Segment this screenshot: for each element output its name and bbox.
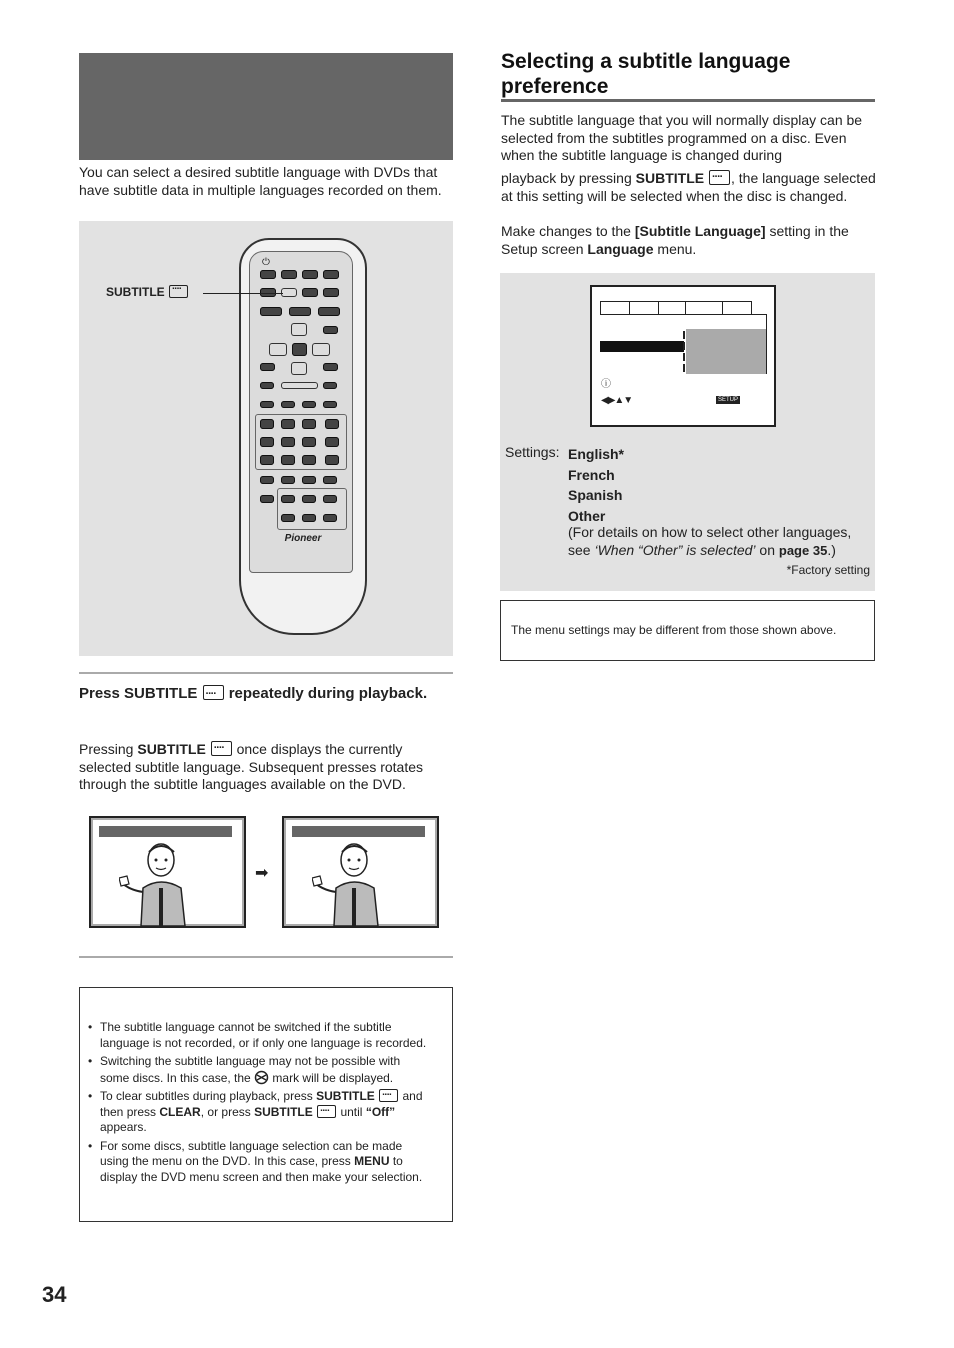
p3-text-b: [Subtitle Language] (634, 223, 766, 239)
remote-button (260, 495, 274, 503)
setup-marker (683, 331, 685, 339)
note-3-text-d: CLEAR (159, 1104, 201, 1119)
remote-dpad-right (312, 343, 330, 356)
setup-highlight-row (600, 341, 684, 352)
transition-arrow: ➡ (255, 865, 269, 882)
remote-button (260, 270, 276, 279)
p3-text-c: setting in the Setup screen (501, 223, 849, 257)
note-4-text-c: to display the DVD menu screen and then make your selection. (100, 1154, 423, 1184)
remote-button (260, 363, 275, 371)
remote-button (289, 307, 311, 316)
remote-number-button (325, 455, 339, 465)
setup-badge: SETUP (718, 397, 739, 403)
factory-setting-note: *Factory setting (786, 563, 870, 577)
setting-english: English* (568, 446, 625, 462)
remote-button (323, 326, 338, 334)
step-text-a: Pressing (79, 741, 134, 757)
nav-arrows-icon: ◀▶▲▼ (601, 395, 633, 406)
setup-screen (590, 285, 776, 427)
other-note-e: .) (827, 541, 836, 558)
remote-button (323, 382, 337, 389)
remote-dpad-up (291, 323, 307, 336)
menu-note-box (500, 600, 875, 661)
note-3-text-g: until (340, 1104, 363, 1119)
setup-tab (658, 301, 686, 315)
remote-button (302, 514, 316, 522)
step-top-rule (79, 672, 453, 674)
other-note-page-link: page 35 (778, 542, 828, 558)
remote-button (323, 270, 339, 279)
setting-spanish: Spanish (568, 487, 623, 503)
remote-callout-text: SUBTITLE (106, 285, 165, 299)
callout-leader-line (203, 293, 283, 294)
p3-text-d: Language (587, 240, 654, 257)
setting-other: Other (568, 507, 606, 524)
note-2-text-a: Switching the subtitle language may not be possible with some discs. In this case, the (100, 1054, 401, 1085)
remote-button (323, 476, 337, 484)
remote-button (281, 270, 297, 279)
remote-button (260, 401, 274, 408)
presenter-illustration (312, 838, 392, 926)
presenter-illustration (119, 838, 199, 926)
remote-button (281, 514, 295, 522)
osd-bar (99, 826, 232, 837)
section-title: Selecting a subtitle language preference (501, 50, 791, 98)
note-1-text: The subtitle language cannot be switched if the subtitle language is not recorded, or if only one language is recorded. (100, 1020, 427, 1050)
note-item (80, 1020, 432, 1051)
remote-number-button (281, 419, 295, 429)
setup-screen-panel (500, 273, 875, 591)
remote-button (281, 476, 295, 484)
setup-tabs (600, 301, 744, 313)
menu-note-text: The menu settings may be different from those shown above. (511, 623, 837, 637)
remote-subtitle-button (281, 288, 297, 297)
prohibited-icon (254, 1070, 269, 1085)
settings-label: Settings: (505, 444, 560, 460)
remote-button (281, 495, 295, 503)
remote-illustration-panel (79, 221, 453, 656)
remote-number-button (260, 437, 274, 447)
setup-tab (722, 301, 752, 315)
osd-bar (292, 826, 425, 837)
description-para-2 (501, 170, 877, 205)
other-note-b: ‘When “Other” is selected’ (594, 541, 756, 558)
setup-tab-side (766, 314, 767, 374)
remote-dpad-down (291, 362, 307, 375)
step-text-c: once displays the currently selected subtitle language. Subsequent presses rotates through the subtitle languages available on the DVD. (79, 741, 424, 792)
note-4-text-a: For some discs, subtitle language selection can be made using the menu on the DVD. In this case, press (100, 1138, 403, 1168)
remote-button (260, 476, 274, 484)
setup-marker (683, 364, 685, 372)
remote-button (260, 307, 282, 316)
other-note (568, 524, 871, 559)
title-rule (501, 99, 875, 102)
remote-play-button (281, 382, 318, 389)
setup-marker (683, 342, 685, 350)
remote-number-button (302, 437, 316, 447)
step-text-b: SUBTITLE (137, 741, 206, 757)
note-3-text-i: appears. (100, 1120, 147, 1134)
p3-text-e: menu. (657, 240, 697, 257)
setup-marker (683, 353, 685, 361)
note-3-text-h: “Off” (365, 1104, 396, 1119)
note-3-text-f: SUBTITLE (254, 1104, 313, 1119)
page-number: 34 (42, 1282, 67, 1307)
remote-button (302, 401, 316, 408)
remote-number-button (302, 419, 316, 429)
remote-button (323, 401, 337, 408)
subtitle-icon (169, 285, 188, 298)
remote-button (323, 363, 338, 371)
note-3-text-e: , or press (200, 1104, 251, 1119)
notes-box (79, 987, 453, 1222)
tv-screen-before (89, 816, 246, 928)
note-item (80, 1054, 432, 1086)
remote-number-button (281, 455, 295, 465)
step-bottom-rule (79, 956, 453, 958)
subtitle-icon (203, 685, 224, 700)
intro-text: You can select a desired subtitle language with DVDs that have subtitle data in multiple languages recorded on them. (79, 164, 442, 198)
remote-button (281, 401, 295, 408)
step-heading-a: Press SUBTITLE (79, 685, 198, 702)
remote-button (302, 270, 318, 279)
remote-button (323, 514, 337, 522)
p2-text-b: SUBTITLE (635, 170, 705, 186)
p2-text-c: , the language selected at this setting will be selected when the disc is changed. (501, 170, 876, 204)
remote-dpad-enter (292, 343, 307, 356)
remote-button (323, 495, 337, 503)
remote-button (323, 288, 339, 297)
notes-list (80, 1020, 432, 1188)
setup-option-list (686, 329, 766, 374)
remote-dpad-left (269, 343, 287, 356)
remote-button (318, 307, 340, 316)
other-note-c: on (759, 541, 775, 558)
step-description (79, 741, 455, 794)
info-icon: ⓘ (601, 379, 611, 390)
note-3-text-b: SUBTITLE (316, 1089, 375, 1103)
setup-tab-baseline (600, 314, 766, 315)
setting-french: French (568, 466, 615, 483)
subtitle-icon (379, 1089, 398, 1102)
remote-callout-label (106, 285, 189, 299)
remote-number-button (302, 455, 316, 465)
setup-tab (600, 301, 630, 315)
remote-number-button (281, 437, 295, 447)
power-icon: ⏻ (262, 257, 270, 268)
tv-screen-after (282, 816, 439, 928)
section-header-band (79, 53, 453, 160)
remote-button (302, 288, 318, 297)
remote-button (302, 476, 316, 484)
note-3-text-c: and then press (100, 1089, 423, 1119)
remote-number-button (325, 419, 339, 429)
note-3-text-a: To clear subtitles during playback, press (100, 1089, 313, 1103)
remote-button (302, 495, 316, 503)
remote-button (260, 382, 274, 389)
step-heading-b: repeatedly during playback. (228, 685, 428, 702)
setup-tab-language (685, 301, 723, 314)
remote-number-button (260, 455, 274, 465)
description-para-3 (501, 223, 877, 258)
setup-tab (629, 301, 659, 315)
remote-number-button (260, 419, 274, 429)
p2-text-a: playback by pressing (501, 170, 632, 186)
settings-list (568, 444, 868, 526)
p3-text-a: Make changes to the (501, 223, 631, 239)
other-note-a: (For details on how to select other languages, see (568, 524, 852, 558)
note-4-text-b: MENU (354, 1154, 390, 1168)
remote-number-button (325, 437, 339, 447)
remote-brand-logo: Pioneer (284, 533, 322, 544)
subtitle-icon (211, 741, 232, 756)
subtitle-icon (709, 170, 730, 185)
description-para-1: The subtitle language that you will normally display can be selected from the subtitles programmed on a disc. Even when the subtitle language is changed during (501, 112, 863, 163)
subtitle-icon (317, 1105, 336, 1118)
note-item (80, 1139, 432, 1186)
note-2-text-b: mark will be displayed. (272, 1070, 394, 1085)
step-heading (79, 684, 455, 704)
note-item (80, 1089, 432, 1136)
